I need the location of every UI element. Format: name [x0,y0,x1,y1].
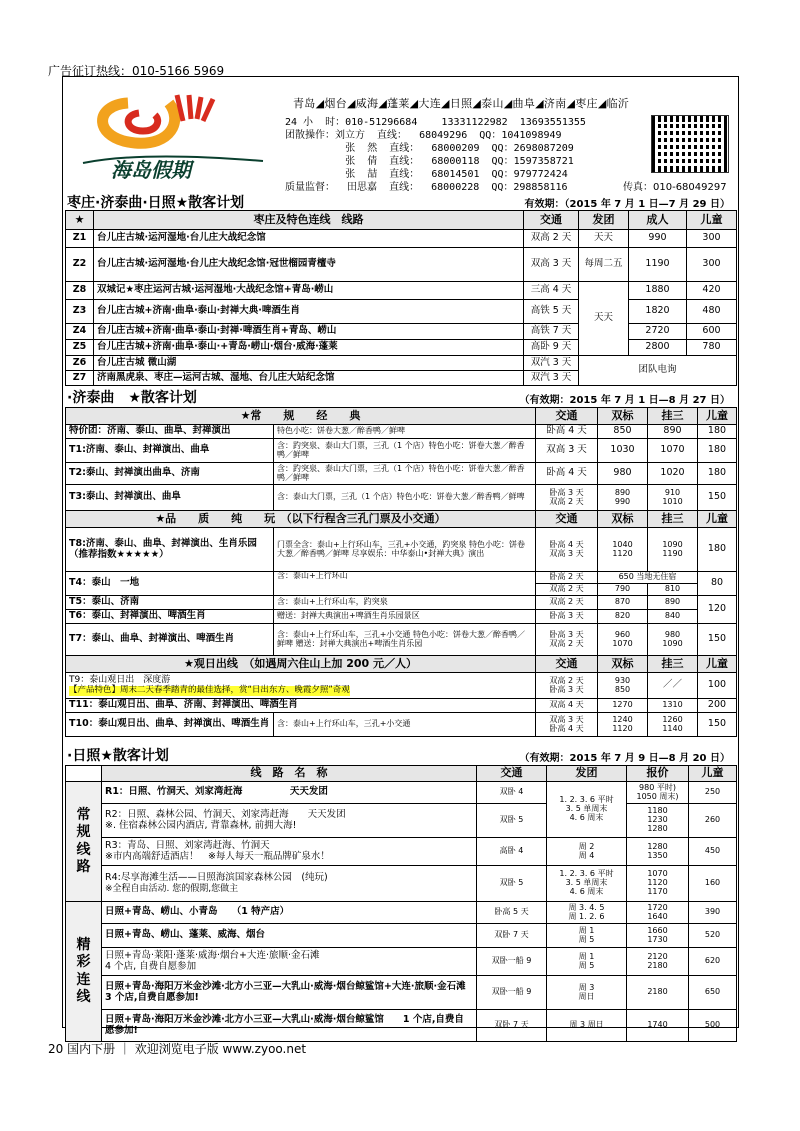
section-title: ·济泰曲 ★散客计划 [67,390,197,406]
fax-number: 传真：010-68049297 [623,182,727,193]
table-header: 交通 [536,511,598,528]
table-header: 枣庄及特色连线 线路 [94,211,524,230]
table-header: 发团 [547,766,627,782]
table-row: 日照+青岛·莱阳·蓬莱·威海·烟台+大连·旅顺·金石滩 4 个店, 自费自愿参加 双卧一船 9 周 1 周 5 2120 2180 620 [66,948,737,976]
hotline-24h: 24 小 时：010-51296684 13331122982 13693551355 [285,117,586,128]
table-header: 儿童 [698,408,737,425]
table-row: Z4 台儿庄古城+济南·曲阜·泰山·封禅·啤酒生肖+青岛、崂山 高铁 7 天 2720 600 [66,324,737,340]
section-validity: （有效期：2015 年 7 月 9 日—8 月 20 日） [519,753,730,764]
operator-line: 张 喆 直线： 68014501 QQ：979772424 [285,169,568,180]
table-row: 双高 2 天 790 810 [66,584,737,596]
agency-header [63,77,738,191]
table-header: 双标 [598,408,648,425]
table-header: ★品 质 纯 玩 （以下行程含三孔门票及小交通） [66,511,536,528]
logo-text: 海岛假期 [111,158,191,182]
group-inquiry: 团队电询 [579,356,737,386]
table-header: 儿童 [698,511,737,528]
table-header: 发团 [579,211,629,230]
zaozhuang-table [65,210,737,386]
table-header: 挂三 [648,408,698,425]
table-row: T6：泰山、封禅演出、啤酒生肖 赠送：封禅大典演出+啤酒生肖乐园景区 卧高 3 天 820 840 [66,610,737,624]
table-header: ★常 规 经 典 [66,408,536,425]
table-header: 双标 [598,656,648,673]
table-row: T9：泰山观日出 深度游 【产品特色】周末二天春季踏青的最佳选择，赏“日出东方、晚霞夕照”奇观 双高 2 天 卧高 3 天 930 850 ／／ 100 [66,673,737,699]
table-header: 成人 [629,211,687,230]
sea-island-logo [73,91,273,181]
table-row: T2:泰山、封禅演出曲阜、济南 含：趵突泉、泰山大门票，三孔（1 个店）特色小吃：饼卷大葱／醉香鸭／鲜啤 卧高 4 天 980 1020 180 [66,463,737,485]
product-highlight: 【产品特色】周末二天春季踏青的最佳选择，赏“日出东方、晚霞夕照”奇观 [69,685,350,696]
table-header: 儿童 [687,211,737,230]
table-row: R2：日照、森林公园、竹洞天、刘家湾赶海 天天发团 ※. 住宿森林公园内酒店, 背靠森林, 前拥大海! 双卧 5 1180 1230 1280 260 [66,804,737,838]
table-row: T7：泰山、曲阜、封禅演出、啤酒生肖 含：泰山+上行环山车，三孔+小交通 特色小吃：饼卷大葱／醉香鸭／鲜啤 赠送：封禅大典演出+啤酒生肖乐园 卧高 3 天 双高 2 天 960 1070 980 1090 150 [66,624,737,656]
operator-line: 团散操作：刘立方 直线： 68049296 QQ：1041098949 [285,130,562,141]
table-row: T5：泰山、济南 含：泰山+上行环山车，趵突泉 双高 2 天 870 890 120 [66,596,737,610]
rizhao-table [65,765,737,1042]
table-header: 挂三 [648,656,698,673]
table-row: Z6 台儿庄古城 微山湖 双汽 3 天 团队电询 [66,356,737,371]
table-header: 报价 [627,766,689,782]
table-row: T3:泰山、封禅演出、曲阜 含：泰山大门票，三孔（1 个店）特色小吃：饼卷大葱／醉香鸭／鲜啤 卧高 3 天 双高 2 天 890 990 910 1010 150 [66,485,737,511]
table-header: 挂三 [648,511,698,528]
table-header: 交通 [536,408,598,425]
table-header: 线 路 名 称 [102,766,477,782]
table-row: Z7 济南黑虎泉、枣庄—运河古城、湿地、台儿庄大站纪念馆 双汽 3 天 [66,371,737,386]
table-row: T1:济南、泰山、封禅演出、曲阜 含：趵突泉、泰山大门票，三孔（1 个店）特色小吃：饼卷大葱／醉香鸭／鲜啤 双高 3 天 1030 1070 180 [66,439,737,463]
table-row: Z3 台儿庄古城+济南·曲阜·泰山·封禅大典·啤酒生肖 高铁 5 天 1820 480 [66,300,737,324]
operator-line: 张 倩 直线： 68000118 QQ：1597358721 [285,156,574,167]
table-row: Z1 台儿庄古城·运河湿地·台儿庄大战纪念馆 双高 2 天 天天 990 300 [66,230,737,248]
table-row: T10：泰山观日出、曲阜、封禅演出、啤酒生肖 含：泰山+上行环山车，三孔+小交通 双高 3 天 卧高 4 天 1240 1120 1260 1140 150 [66,713,737,737]
side-label-featured: 精彩连线 [66,902,102,1042]
table-header: ★观日出线 （如遇周六住山上加 200 元／人） [66,656,536,673]
table-row: 精彩连线 日照+青岛、崂山、小青岛 （1 特产店） 卧高 5 天 周 3. 4. 5 周 1. 2. 6 1720 1640 390 [66,902,737,924]
table-row: 特价团：济南、泰山、曲阜、封禅演出 特色小吃：饼卷大葱／醉香鸭／鲜啤 卧高 4 天 850 890 180 [66,425,737,439]
table-row: T11：泰山观日出、曲阜、济南、封禅演出、啤酒生肖 双高 4 天 1270 1310 200 [66,699,737,713]
city-list: 青岛◢烟台◢威海◢蓬莱◢大连◢日照◢泰山◢曲阜◢济南◢枣庄◢临沂 [293,97,630,110]
table-row: 常规线路 R1：日照、竹洞天、刘家湾赶海 天天发团 双卧 4 1. 2. 3. 6 平时 3. 5 单周末 4. 6 周末 980 平时) 1050 周末) 250 [66,782,737,804]
table-header: 交通 [536,656,598,673]
section-title: ·日照★散客计划 [67,748,169,764]
table-row: Z5 台儿庄古城+济南·曲阜·泰山·+青岛·崂山·烟台·威海·蓬莱 高卧 9 天 2800 780 [66,340,737,356]
section-validity: 有效期：（2015 年 7 月 1 日—7 月 29 日） [524,199,730,210]
page-frame [62,76,739,1036]
operator-line: 张 然 直线： 68000209 QQ：2698087209 [285,143,574,154]
table-row: 日照+青岛·海阳万米金沙滩·北方小三亚—大乳山·威海·烟台鲸鲨馆+大连·旅顺·金石滩 3 个店,自费自愿参加! 双卧一船 9 周 3 周日 2180 650 [66,976,737,1010]
section-validity: （有效期：2015 年 7 月 1 日—8 月 27 日） [519,395,730,406]
qr-code[interactable] [651,115,729,173]
jitaiqu-table [65,407,737,737]
table-header: ★ [66,211,94,230]
table-row: Z8 双城记★枣庄运河古城·运河湿地·大战纪念馆+青岛·崂山 三高 4 天 天天 1880 420 [66,282,737,300]
table-header: 儿童 [689,766,737,782]
table-row: T4：泰山 一地 含：泰山+上行环山 卧高 2 天 650 当地无住宿 80 [66,572,737,584]
table-row: 日照+青岛、崂山、蓬莱、威海、烟台 双卧 7 天 周 1 周 5 1660 1730 520 [66,924,737,948]
daily-departure: 天天 [579,282,629,356]
table-header: 双标 [598,511,648,528]
table-header: 儿童 [698,656,737,673]
table-row: 日照+青岛·海阳万米金沙滩·北方小三亚—大乳山·威海·烟台鲸鲨馆 1 个店,自费自愿参加! 双卧 7 天 周 3 周日 1740 500 [66,1010,737,1042]
table-row: R3：青岛、日照、刘家湾赶海、竹洞天 ※市内高端舒适酒店！ ※每人每天一瓶品牌矿泉水！ 高卧 4 周 2 周 4 1280 1350 450 [66,838,737,866]
ad-hotline: 广告征订热线：010-5166 5969 [48,64,225,78]
table-header: 交通 [477,766,547,782]
table-row: T8:济南、泰山、曲阜、封禅演出、生肖乐园（推荐指数★★★★★） 门票全含：泰山+上行环山车，三孔+小交通，趵突泉 特色小吃：饼卷大葱／醉香鸭／鲜啤 尽享娱乐：中华泰山•封禅大典》演出 卧高 4 天 双高 3 天 1040 1120 1090 1190 180 [66,528,737,572]
table-header: 交通 [524,211,579,230]
quality-line: 质量监督： 田思嘉 直线： 68000228 QQ：298858116 [285,182,568,193]
section-title: 枣庄·济泰曲·日照★散客计划 [67,195,245,211]
table-row: Z2 台儿庄古城·运河湿地·台儿庄大战纪念馆·冠世榴园青檀寺 双高 3 天 每周二五 1190 300 [66,248,737,282]
table-row: R4:尽享海滩生活——日照海滨国家森林公园 (纯玩) ※全程自由活动. 您的假期,您做主 双卧 5 1. 2. 3. 6 平时 3. 5 单周末 4. 6 周末 1070 1120 1170 160 [66,866,737,902]
side-label-regular: 常规线路 [66,782,102,902]
page-footer: 20 国内下册 ｜ 欢迎浏览电子版 www.zyoo.net [48,1042,307,1056]
